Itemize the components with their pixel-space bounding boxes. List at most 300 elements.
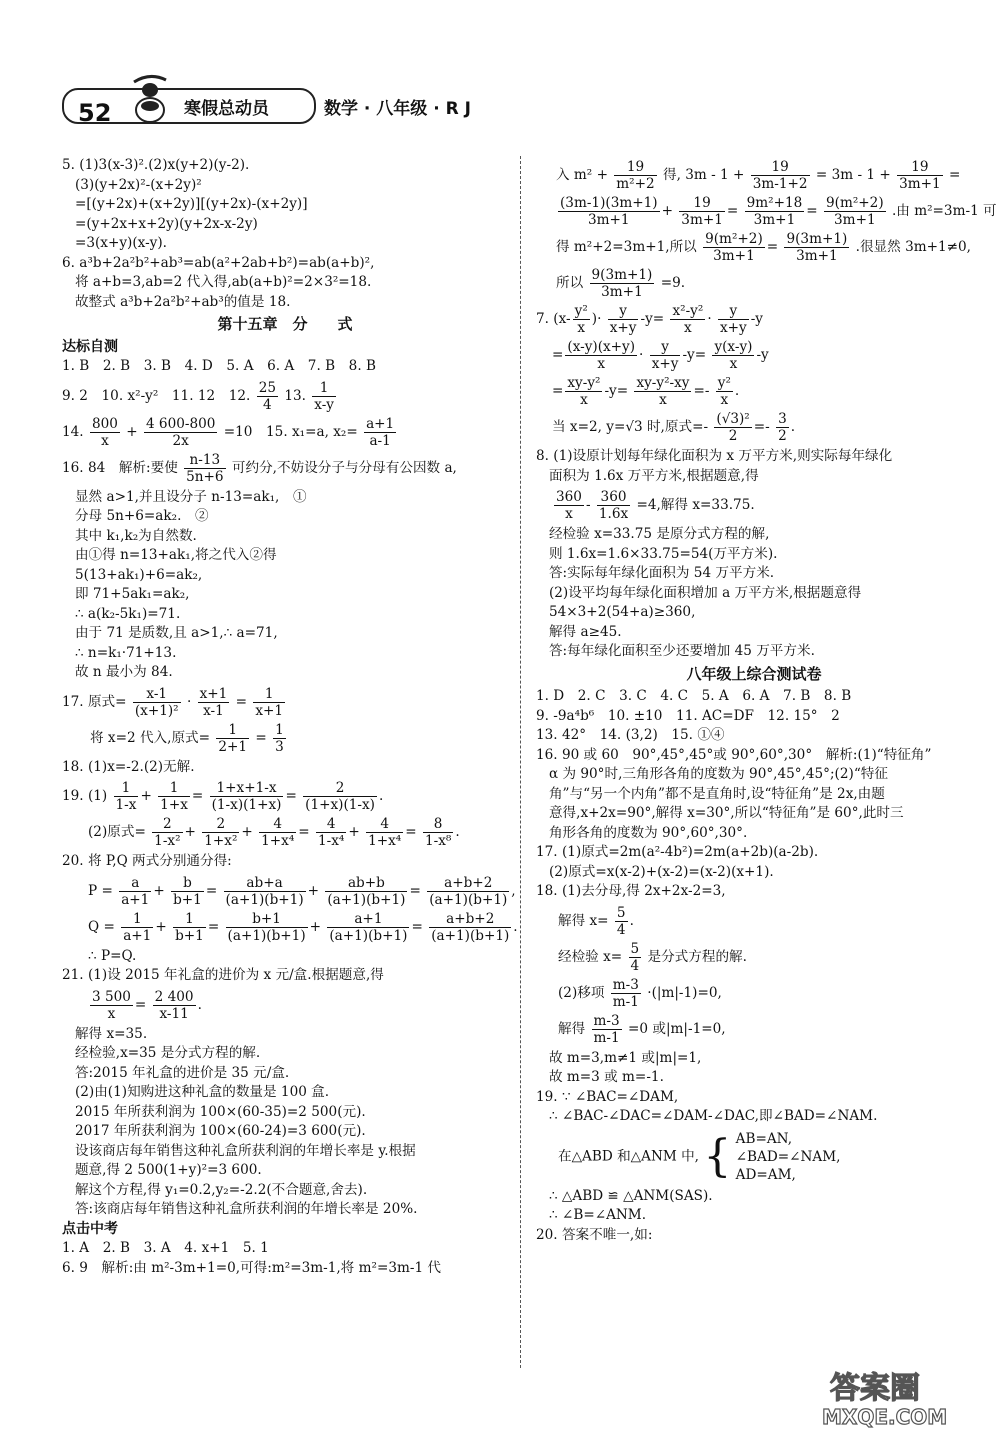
text-line: 5. (1)3(x-3)².(2)x(y+2)(y-2). (62, 157, 250, 173)
denominator: 1+x (160, 797, 188, 813)
denominator: 2x (172, 432, 189, 449)
text: 14. (62, 423, 84, 440)
page-number: 52 (78, 99, 112, 127)
numerator: 4 (316, 816, 346, 833)
text-line: (2)设平均每年绿化面积增加 a 万平方米,根据题意得 (536, 584, 862, 601)
fraction (173, 911, 206, 944)
text: =10 15. x₁=a, x₂= (223, 423, 358, 440)
fraction (90, 989, 133, 1022)
q7-line: 7. (x- $\frac{\text{y²}}{x}$ )· $\frac{y}{x+y}$ -y= $\frac{\text{x²-y²}}{x}$ · $\frac{y}{x+y}$ -y (536, 303, 763, 336)
text-line: =(y+2x+x+2y)(y+2x-x-2y) (62, 215, 258, 232)
text-line: α 为 90°时,三角形各角的度数为 90°,45°,45°;(2)“特征 (536, 766, 888, 782)
denominator: 3m+1 (753, 212, 796, 228)
text: Q = (88, 918, 115, 935)
q20-q-line: Q = $\frac{1}{a+1}$ + $\frac{1}{b+1}$ = $\frac{b+1}{(a+1)(b+1)}$ + $\frac{a+1}{(a+1)(b+1)}$ = $\frac{a+b+2}{(a+1)(b+1)}$ . (88, 910, 518, 944)
fraction (629, 941, 642, 974)
q21-eq: $\frac{3 500}{x}$ = $\frac{2 400}{x-11}$ . (92, 988, 202, 1022)
mascot-icon (120, 70, 180, 126)
text-line: (3)(y+2x)²-(x+2y)² (62, 176, 202, 193)
text: (2)移项 (558, 984, 605, 1001)
numerator: 1+x+1-x (210, 780, 284, 797)
denominator: 1+x⁴ (261, 833, 295, 849)
q17-line (62, 686, 508, 719)
text-line: 解这个方程,得 y₁=0.2,y₂=-2.2(不合题意,舍去). (62, 1181, 368, 1198)
fraction (611, 977, 641, 1010)
fraction (364, 416, 396, 449)
fraction (158, 780, 190, 813)
fraction (423, 816, 453, 849)
text-line: 由于 71 是质数,且 a>1,∴ a=71, (62, 625, 278, 641)
q20-p-line: P = $\frac{a}{a+1}$ + $\frac{b}{b+1}$ = $\frac{ab+a}{(a+1)(b+1)}$ + $\frac{ab+b}{(a+1)(b+1)}$ = $\frac{a+b+2}{(a+1)(b+1)}$ , (88, 874, 516, 908)
fraction (152, 816, 182, 849)
fraction (273, 722, 286, 755)
continuation-line (536, 159, 972, 192)
numerator: 1 (114, 780, 139, 797)
text-line: 面积为 1.6x 万平方米,根据题意,得 (536, 467, 759, 484)
fraction (558, 195, 660, 228)
page-header (62, 78, 522, 126)
fraction (712, 339, 754, 372)
numerator: 1 (312, 380, 336, 397)
text-line: ∴ a(k₂-5k₁)=71. (62, 605, 181, 622)
text: 所以 (556, 275, 584, 291)
denominator: x (577, 320, 586, 336)
fraction (114, 780, 139, 813)
fraction (216, 722, 249, 755)
fraction (776, 411, 789, 444)
denominator: x-11 (159, 1005, 189, 1022)
fraction (202, 816, 239, 849)
q6-block (62, 254, 508, 313)
fraction (703, 231, 765, 264)
fraction (614, 159, 656, 192)
numerator: a (119, 875, 151, 892)
fraction (198, 686, 230, 719)
right-column (536, 156, 997, 1245)
text: = (948, 167, 961, 183)
watermark-text: 答案圈 (830, 1371, 920, 1406)
numerator: y² (574, 303, 588, 319)
fraction (153, 989, 196, 1022)
z18-line: 解得 x= $\frac{5}{4}$ . (558, 904, 634, 938)
text-line: 显然 a>1,并且设分子 n-13=ak₁, ① (62, 488, 307, 505)
numerator: a+1 (366, 415, 395, 432)
denominator: x (101, 432, 109, 449)
text-line: 2017 年所获利润为 100×(60-24)=3 600(元). (62, 1123, 366, 1139)
fraction (784, 231, 849, 264)
denominator: x (720, 392, 729, 408)
denominator: m-1 (612, 993, 639, 1010)
answer-line: 13. 42° 14. (3,2) 15. ①④ (536, 727, 725, 743)
numerator: 9(3m+1) (591, 267, 653, 283)
numerator: y(x-y) (714, 339, 753, 355)
numerator: ab+b (325, 875, 407, 892)
numerator: b (171, 875, 204, 892)
numerator: b+1 (226, 911, 308, 928)
denominator: x+y (651, 356, 679, 372)
numerator: (3m-1)(3m+1) (560, 195, 658, 211)
fraction (565, 375, 602, 408)
fraction (144, 416, 217, 449)
numerator: 1 (158, 780, 190, 797)
denominator: a-1 (369, 432, 391, 449)
text-line: ∴ P=Q. (88, 947, 137, 964)
numerator: 1 (121, 911, 153, 928)
answer-line: 9. -9a⁴b⁶ 10. ±10 11. AC=DF 12. 15° 2 (536, 707, 840, 724)
numerator: 19 (679, 195, 725, 212)
numerator: 1 (173, 911, 206, 928)
numerator: 9(m²+2) (826, 195, 884, 211)
answer-line: 1. D 2. C 3. C 4. C 5. A 6. A 7. B 8. B (536, 688, 852, 704)
z18-line (536, 1013, 972, 1046)
numerator: y² (717, 375, 731, 391)
fraction (226, 911, 308, 944)
fraction (119, 875, 151, 908)
denominator: a+1 (123, 927, 152, 944)
text: = (235, 693, 248, 710)
text: 经检验 x= (558, 948, 623, 965)
text-line: ∴ △ABD ≌ △ANM(SAS). (536, 1187, 713, 1204)
numerator: 1 (275, 721, 284, 738)
text-line: 2015 年所获利润为 100×(60-35)=2 500(元). (62, 1103, 366, 1120)
q8-eq: $\frac{360}{x}$ - $\frac{360}{1.6x}$ =4,解得 x=33.75. (556, 489, 755, 522)
q16-line (62, 452, 508, 485)
text-line: =3(x+y)(x-y). (62, 235, 167, 251)
text: 7. (536, 311, 549, 327)
numerator: m-3 (612, 976, 639, 993)
numerator: ab+a (224, 875, 306, 892)
text-line: 其中 k₁,k₂为自然数. (62, 527, 197, 544)
text-line: 答:每年绿化面积至少还要增加 45 万平方米. (536, 643, 815, 659)
fraction (592, 1013, 622, 1046)
text-line: 故 m=3 或 m=-1. (536, 1069, 664, 1085)
denominator: x (659, 392, 667, 408)
z18-line (536, 977, 972, 1010)
text-line: 角”与“另一个内角”都不是直角时,设“特征角”是 2x,由题 (536, 785, 885, 802)
text-line: 8. (1)设原计划每年绿化面积为 x 万平方米,则实际每年绿化 (536, 448, 893, 464)
text: = 3m - 1 + (815, 167, 891, 183)
q7-line: = $\frac{(x-y)(x+y)}{x}$ · $\frac{y}{x+y}$ -y= $\frac{y(x-y)}{x}$ -y (552, 339, 769, 372)
fraction (554, 489, 584, 522)
fraction (327, 911, 409, 944)
text: 16. 84 解析:要使 (62, 459, 178, 476)
q7-line: = $\frac{\text{xy-y²}}{x}$ -y= $\frac{\text{xy-y²-xy}}{x}$ =- $\frac{\text{y²}}{x}$ . (552, 375, 740, 408)
text-line: 答:实际每年绿化面积为 54 万平方米. (536, 565, 775, 581)
numerator: 1 (253, 686, 285, 703)
numerator: 5 (630, 940, 640, 957)
subject-label: 数学 · 八年级 · R J (324, 99, 471, 119)
text: (2)原式= (88, 824, 146, 840)
denominator: b+1 (175, 927, 204, 944)
fraction (718, 303, 749, 336)
text-line: 19. ∵ ∠BAC=∠DAM, (536, 1088, 679, 1105)
numerator: 3 500 (92, 988, 131, 1005)
denominator: 4 (616, 921, 626, 938)
denominator: 2 (778, 428, 787, 444)
numerator: a+b+2 (427, 875, 509, 892)
denominator: x (729, 356, 738, 372)
text-line: 18. (1)x=-2.(2)无解. (62, 758, 195, 775)
denominator: 3m+1 (681, 212, 723, 228)
text-line: 题意,得 2 500(1+y)²=3 600. (62, 1162, 262, 1178)
numerator: 19 (614, 159, 656, 176)
numerator: a+b+2 (429, 911, 511, 928)
denominator: x (580, 392, 588, 408)
fraction (184, 452, 225, 485)
denominator: b+1 (173, 891, 202, 908)
text-line: 解得 x=35. (62, 1025, 148, 1042)
text-line: 分母 5n+6=ak₂. ② (62, 508, 209, 524)
text-line: 经检验,x=35 是分式方程的解. (62, 1045, 261, 1061)
text-line: 答:该商店每年销售这种礼盒所获利润的年增长率是 20%. (62, 1201, 418, 1217)
fraction (316, 816, 346, 849)
text-line: 解得 a≥45. (536, 623, 622, 640)
z16-block (536, 746, 972, 844)
text: 19. (1) (62, 788, 108, 804)
numerator: (√3)² (716, 411, 750, 427)
answer-line (62, 380, 508, 413)
text-line: 5(13+ak₁)+6=ak₂, (62, 566, 203, 583)
denominator: (a+1)(b+1) (227, 927, 306, 944)
text-line: 20. 将 P,Q 两式分别通分得: (62, 853, 232, 869)
numerator: 8 (423, 816, 453, 833)
numerator: y (608, 303, 639, 320)
fraction (325, 875, 407, 908)
denominator: x (597, 356, 606, 372)
fraction (171, 875, 204, 908)
denominator: 3m-1+2 (752, 176, 808, 192)
watermark-logo (810, 1362, 990, 1428)
z18-line (536, 941, 972, 974)
text-line: 经检验 x=33.75 是原分式方程的解, (536, 526, 770, 542)
fraction (224, 875, 306, 908)
answer-line: 6. 9 解析:由 m²-3m+1=0,可得:m²=3m-1,将 m²=3m-1 代 (62, 1259, 442, 1276)
denominator: (a+1)(b+1) (431, 927, 510, 944)
fraction (133, 686, 181, 719)
text: 解得 x= (558, 912, 609, 929)
fraction (257, 380, 278, 413)
denominator: 3m+1 (588, 212, 630, 228)
numerator: 9(m²+2) (705, 231, 763, 247)
text: 解得 (558, 1020, 586, 1037)
numerator: 3 (778, 411, 787, 427)
numerator: xy-y² (567, 375, 601, 391)
denominator: (a+1)(b+1) (327, 891, 406, 908)
fraction (121, 911, 153, 944)
text: 17. 原式= (62, 693, 127, 710)
text: ·(|m|-1)=0, (647, 984, 722, 1001)
section-heading: 达标自测 (62, 338, 118, 355)
numerator: 19 (751, 159, 810, 176)
fraction (824, 195, 886, 228)
denominator: 1+x⁴ (368, 833, 402, 849)
fraction (597, 489, 630, 522)
q17-line (62, 722, 508, 755)
text: + (126, 423, 138, 440)
text-line: 21. (1)设 2015 年礼盒的进价为 x 元/盒.根据题意,得 (62, 967, 384, 983)
q5-block (62, 156, 508, 254)
chapter-title: 第十五章 分 式 (217, 315, 353, 333)
q7-line: 当 x=2, y=√3 时,原式=- $\frac{\text{(√3)²}}{2}$ =- $\frac{3}{2}$ . (552, 411, 796, 444)
fraction (427, 875, 509, 908)
text: 得 m²+2=3m+1,所以 (556, 239, 697, 255)
denominator: x+1 (255, 702, 284, 719)
z19-system (536, 1130, 972, 1184)
numerator: 5 (616, 904, 626, 921)
denominator: x-y (314, 396, 334, 413)
numerator: 360 (597, 489, 630, 506)
denominator: 1-x² (154, 833, 181, 849)
fraction (615, 905, 628, 938)
text: .很显然 3m+1≠0, (855, 239, 972, 255)
fraction (303, 780, 377, 813)
numerator: y (718, 303, 749, 320)
fraction (745, 195, 805, 228)
numerator: 2 400 (154, 988, 194, 1005)
fraction (670, 303, 705, 336)
condition: AD=AM, (735, 1166, 796, 1183)
q16-block (62, 488, 508, 683)
numerator: x-1 (133, 686, 181, 703)
numerator: 4 (366, 816, 403, 833)
text-line: 18. (1)去分母,得 2x+2x-2=3, (536, 883, 726, 899)
denominator: (x+1)² (134, 702, 179, 719)
numerator: 1 (216, 722, 249, 739)
text-line: 故整式 a³b+2a²b²+ab³的值是 18. (62, 293, 291, 310)
denominator: m²+2 (616, 176, 655, 192)
fraction (210, 780, 284, 813)
continuation-line: $\frac{(3m-1)(3m+1)}{3m+1}$ + $\frac{19}{3m+1}$ = $\frac{\text{9m²+18}}{3m+1}$ = $\frac{\text{9(m²+2)}}{3m+1}$ .由 m²=3m-1 可 (560, 195, 997, 228)
text-line: 设该商店每年销售这种礼盒所获利润的年增长率是 y.根据 (62, 1142, 416, 1159)
denominator: 3m+1 (601, 284, 643, 300)
denominator: 3m+1 (899, 176, 941, 192)
text-line: 则 1.6x=1.6×33.75=54(万平方米). (536, 545, 778, 562)
text-line: 角形各角的度数为 90°,60°,30°. (536, 824, 748, 841)
fraction (366, 816, 403, 849)
fraction (573, 303, 590, 336)
numerator: xy-y²-xy (636, 375, 690, 391)
text-line: 故 m=3,m≠1 或|m|=1, (536, 1049, 702, 1066)
q8-block (536, 525, 972, 662)
text-line: 意得,x+2x=90°,解得 x=30°,所以“特征角”是 60°,此时三 (536, 805, 904, 821)
denominator: (a+1)(b+1) (429, 891, 508, 908)
denominator: 1-x (115, 797, 137, 813)
numerator: 360 (556, 489, 582, 505)
denominator: 5n+6 (186, 468, 224, 485)
q19-line: (2)原式= $\frac{2}{\text{1-x²}}$ + $\frac{2}{\text{1+x²}}$ + $\frac{4}{\text{1+x⁴}}$ = $\frac{4}{\text{1-x⁴}}$ + $\frac{4}{\text{1+x⁴}}$ = $\frac{8}{\text{1-x⁸}}$ . (88, 816, 460, 849)
numerator: 4 (259, 816, 296, 833)
denominator: 1-x⁴ (318, 833, 345, 849)
denominator: 1+x² (204, 833, 238, 849)
denominator: (a+1)(b+1) (329, 927, 408, 944)
text-line: 即 71+5ak₁=ak₂, (62, 586, 190, 602)
continuation-line: 得 m²+2=3m+1,所以 $\frac{\text{9(m²+2)}}{3m+1}$ = $\frac{9(3m+1)}{3m+1}$ .很显然 3m+1≠0, (556, 231, 972, 264)
condition: AB=AN, (735, 1130, 793, 1147)
text: 9. 2 10. x²-y² 11. 12 12. (62, 387, 251, 404)
text: =0 或|m|-1=0, (627, 1020, 726, 1037)
text: =9. (660, 275, 686, 291)
denominator: 1.6x (598, 506, 629, 522)
fraction (312, 380, 336, 413)
denominator: 4 (263, 396, 272, 413)
text: 入 m² + (556, 167, 608, 183)
left-column (62, 156, 518, 1278)
text-line: 答:2015 年礼盒的进价是 35 元/盒. (62, 1064, 290, 1081)
answer-line: 1. B 2. B 3. B 4. D 5. A 6. A 7. B 8. B (62, 358, 376, 374)
numerator: 800 (91, 415, 118, 432)
numerator: 2 (152, 816, 182, 833)
text: = (255, 729, 267, 746)
text: 当 x=2, y=√3 时,原式=- (552, 419, 709, 435)
denominator: x+y (719, 320, 747, 336)
text: 得, 3m - 1 + (663, 167, 745, 183)
fraction (679, 195, 725, 228)
numerator: 9(3m+1) (786, 231, 848, 247)
fraction (608, 303, 639, 336)
fraction (253, 686, 285, 719)
numerator: a+1 (327, 911, 409, 928)
text-line: 6. a³b+2a²b²+ab³=ab(a²+2ab+b²)=ab(a+b)², (62, 254, 375, 271)
brand-title: 寒假总动员 (184, 99, 269, 119)
denominator: x (684, 320, 692, 336)
column-divider (520, 156, 521, 1368)
section-heading: 点击中考 (62, 1220, 118, 1237)
text-line: 16. 90 或 60 90°,45°,45°或 90°,60°,30° 解析:(1)“特征角” (536, 746, 932, 763)
numerator: n-13 (184, 452, 225, 469)
numerator: (x-y)(x+y) (567, 339, 636, 355)
text: 在△ABD 和△ANM 中, (558, 1147, 699, 1164)
denominator: x (107, 1005, 116, 1022)
fraction (751, 159, 810, 192)
numerator: x+1 (199, 685, 228, 702)
fraction (590, 267, 655, 300)
text: P = (88, 882, 113, 899)
brace: { (703, 1130, 732, 1182)
system-conditions (736, 1130, 841, 1184)
numerator: 19 (897, 159, 943, 176)
numerator: 2 (202, 816, 239, 833)
numerator: x²-y² (672, 303, 704, 319)
fraction (634, 375, 691, 408)
numerator: 2 (303, 780, 377, 797)
text: =4,解得 x=33.75. (636, 497, 755, 513)
text: 将 x=2 代入,原式= (90, 729, 211, 746)
fraction (714, 411, 751, 444)
q21-block (62, 1025, 508, 1220)
text-line: 54×3+2(54+a)≥360, (536, 604, 696, 620)
text-line: ∴ ∠BAC-∠DAC=∠DAM-∠DAC,即∠BAD=∠NAM. (536, 1108, 878, 1124)
numerator: m-3 (593, 1012, 620, 1029)
denominator: x (565, 506, 573, 522)
denominator: (1+x)(1-x) (305, 797, 375, 813)
denominator: 2 (728, 428, 738, 444)
text-line: 20. 答案不唯一,如: (536, 1226, 653, 1243)
numerator: 9m²+18 (746, 195, 803, 211)
fraction (259, 816, 296, 849)
denominator: 3 (275, 738, 284, 755)
text: .由 m²=3m-1 可 (891, 203, 997, 219)
denominator: (a+1)(b+1) (225, 891, 304, 908)
fraction (897, 159, 943, 192)
text-line: ∴ n=k₁·71+13. (62, 644, 177, 661)
numerator: 4 600-800 (145, 415, 216, 432)
continuation-line (536, 267, 972, 300)
condition: ∠BAD=∠NAM, (735, 1148, 841, 1165)
fraction (650, 339, 681, 372)
text: 13. (284, 387, 306, 404)
text-line: 将 a+b=3,ab=2 代入得,ab(a+b)²=2×3²=18. (62, 274, 372, 290)
denominator: m-1 (593, 1029, 620, 1046)
